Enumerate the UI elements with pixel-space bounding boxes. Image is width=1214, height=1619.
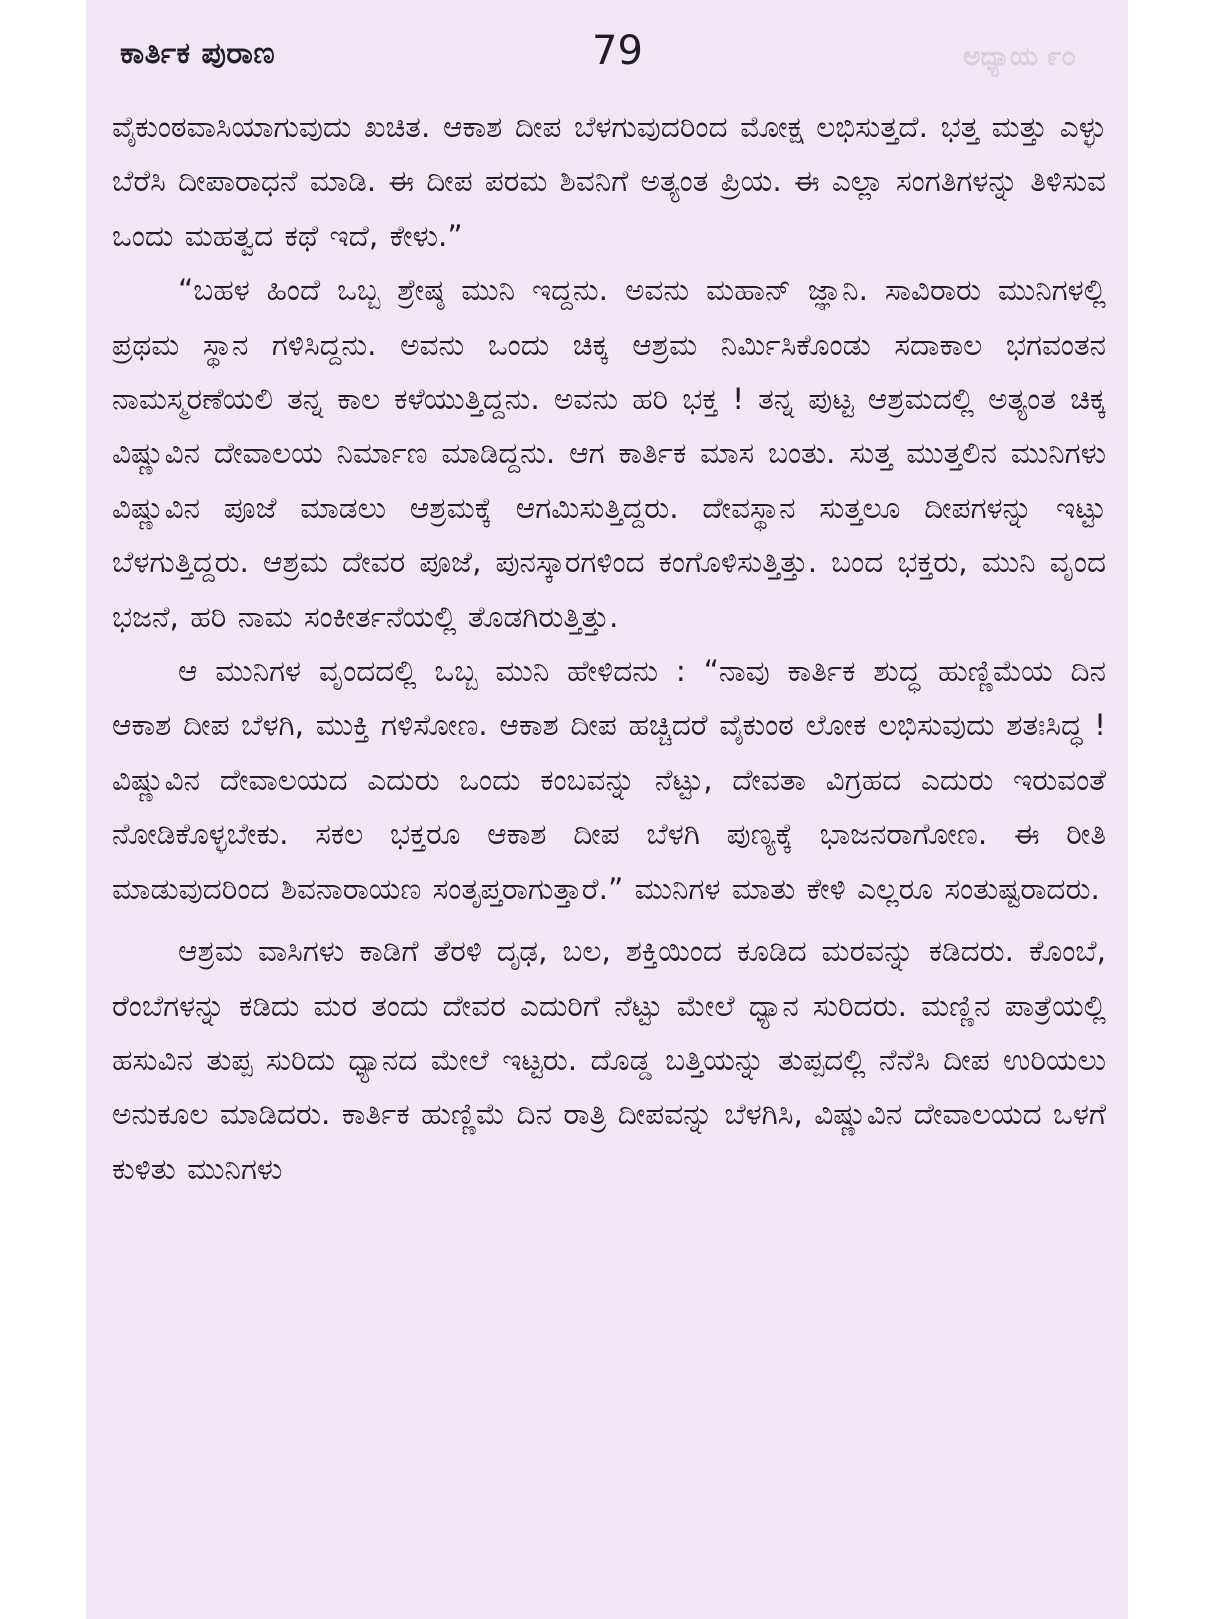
paragraph-3: ಆ ಮುನಿಗಳ ವೃಂದದಲ್ಲಿ ಒಬ್ಬ ಮುನಿ ಹೇಳಿದನು : “ನಾವು ಕಾರ್ತಿಕ ಶುದ್ಧ ಹುಣ್ಣಿಮೆಯ ದಿನ ಆಕಾಶ ದೀಪ ಬೆಳಗಿ, ಮುಕ್ತಿ ಗಳಿಸೋಣ. ಆಕಾಶ ದೀಪ ಹಚ್ಚಿದರೆ ವೈಕುಂಠ ಲೋಕ ಲಭಿಸುವುದು ಶತಃಸಿದ್ಧ ! ವಿಷ್ಣುವಿನ ದೇವಾಲಯದ ಎದುರು ಒಂದು ಕಂಬವನ್ನು ನೆಟ್ಟು, ದೇವತಾ ವಿಗ್ರಹದ ಎದುರು ಇರುವಂತೆ ನೋಡಿಕೊಳ್ಳಬೇಕು. ಸಕಲ ಭಕ್ತರೂ ಆಕಾಶ ದೀಪ ಬೆಳಗಿ ಪುಣ್ಯಕ್ಕೆ ಭಾಜನರಾಗೋಣ. ಈ ರೀತಿ ಮಾಡುವುದರಿಂದ ಶಿವನಾರಾಯಣ ಸಂತೃಪ್ತರಾಗುತ್ತಾರೆ.” ಮುನಿಗಳ ಮಾತು ಕೇಳಿ ಎಲ್ಲರೂ ಸಂತುಷ್ಟರಾದರು. (112, 654, 1106, 906)
page-header (112, 28, 1106, 90)
paragraph-1: ವೈಕುಂಠವಾಸಿಯಾಗುವುದು ಖಚಿತ. ಆಕಾಶ ದೀಪ ಬೆಳಗುವುದರಿಂದ ಮೋಕ್ಷ ಲಭಿಸುತ್ತದೆ. ಭತ್ತ ಮತ್ತು ಎಳ್ಳು ಬೆರೆಸಿ ದೀಪಾರಾಧನೆ ಮಾಡಿ. ಈ ದೀಪ ಪರಮ ಶಿವನಿಗೆ ಅತ್ಯಂತ ಪ್ರಿಯ. ಈ ಎಲ್ಲಾ ಸಂಗತಿಗಳನ್ನು ತಿಳಿಸುವ ಒಂದು ಮಹತ್ವದ ಕಥೆ ಇದೆ, ಕೇಳು.” (112, 110, 1106, 253)
page-number: 79 (592, 28, 643, 74)
book-page (86, 0, 1128, 1619)
bleed-through-text: ಅಧ್ಯಾಯ ೯೦ (963, 42, 1076, 72)
paragraph-2: “ಬಹಳ ಹಿಂದೆ ಒಬ್ಬ ಶ್ರೇಷ್ಠ ಮುನಿ ಇದ್ದನು. ಅವನು ಮಹಾನ್ ಜ್ಞಾನಿ. ಸಾವಿರಾರು ಮುನಿಗಳಲ್ಲಿ ಪ್ರಥಮ ಸ್ಥಾನ ಗಳಿಸಿದ್ದನು. ಅವನು ಒಂದು ಚಿಕ್ಕ ಆಶ್ರಮ ನಿರ್ಮಿಸಿಕೊಂಡು ಸದಾಕಾಲ ಭಗವಂತನ ನಾಮಸ್ಮರಣೆಯಲಿ ತನ್ನ ಕಾಲ ಕಳೆಯುತ್ತಿದ್ದನು. ಅವನು ಹರಿ ಭಕ್ತ ! ತನ್ನ ಪುಟ್ಟ ಆಶ್ರಮದಲ್ಲಿ ಅತ್ಯಂತ ಚಿಕ್ಕ ವಿಷ್ಣುವಿನ ದೇವಾಲಯ ನಿರ್ಮಾಣ ಮಾಡಿದ್ದನು. ಆಗ ಕಾರ್ತಿಕ ಮಾಸ ಬಂತು. ಸುತ್ತ ಮುತ್ತಲಿನ ಮುನಿಗಳು ವಿಷ್ಣುವಿನ ಪೂಜೆ ಮಾಡಲು ಆಶ್ರಮಕ್ಕೆ ಆಗಮಿಸುತ್ತಿದ್ದರು. ದೇವಸ್ಥಾನ ಸುತ್ತಲೂ ದೀಪಗಳನ್ನು ಇಟ್ಟು ಬೆಳಗುತ್ತಿದ್ದರು. ಆಶ್ರಮ ದೇವರ ಪೂಜೆ, ಪುನಸ್ಕಾರಗಳಿಂದ ಕಂಗೊಳಿಸುತ್ತಿತ್ತು. ಬಂದ ಭಕ್ತರು, ಮುನಿ ವೃಂದ ಭಜನೆ, ಹರಿ ನಾಮ ಸಂಕೀರ್ತನೆಯಲ್ಲಿ ತೊಡಗಿರುತ್ತಿತ್ತು. (112, 273, 1106, 634)
paragraph-4: ಆಶ್ರಮ ವಾಸಿಗಳು ಕಾಡಿಗೆ ತೆರಳಿ ದೃಢ, ಬಲ, ಶಕ್ತಿಯಿಂದ ಕೂಡಿದ ಮರವನ್ನು ಕಡಿದರು. ಕೊಂಬೆ, ರೆಂಬೆಗಳನ್ನು ಕಡಿದು ಮರ ತಂದು ದೇವರ ಎದುರಿಗೆ ನೆಟ್ಟು ಮೇಲೆ ಧ್ಯಾನ ಸುರಿದರು. ಮಣ್ಣಿನ ಪಾತ್ರೆಯಲ್ಲಿ ಹಸುವಿನ ತುಪ್ಪ ಸುರಿದು ಧ್ಯಾನದ ಮೇಲೆ ಇಟ್ಟರು. ದೊಡ್ಡ ಬತ್ತಿಯನ್ನು ತುಪ್ಪದಲ್ಲಿ ನೆನೆಸಿ ದೀಪ ಉರಿಯಲು ಅನುಕೂಲ ಮಾಡಿದರು. ಕಾರ್ತಿಕ ಹುಣ್ಣಿಮೆ ದಿನ ರಾತ್ರಿ ದೀಪವನ್ನು ಬೆಳಗಿಸಿ, ವಿಷ್ಣುವಿನ ದೇವಾಲಯದ ಒಳಗೆ ಕುಳಿತು ಮುನಿಗಳು (112, 934, 1106, 1186)
running-title: ಕಾರ್ತಿಕ ಪುರಾಣ (120, 36, 276, 71)
body-text (112, 100, 1106, 1196)
